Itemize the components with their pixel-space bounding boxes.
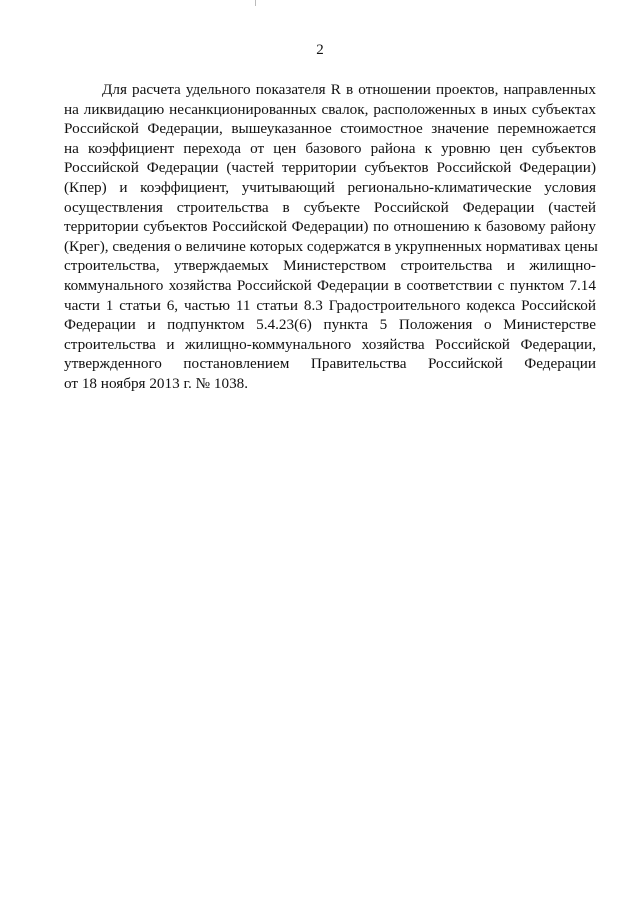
paragraph-line: Российской Федерации (частей территории субъектов Российской Федерации)	[64, 159, 596, 177]
paragraph-line: части 1 статьи 6, частью 11 статьи 8.3 Градостроительного кодекса Российской	[64, 296, 596, 314]
paragraph-line: от 18 ноября 2013 г. № 1038.	[64, 374, 249, 392]
paragraph-line: Для расчета удельного показателя R в отношении проектов, направленных	[102, 81, 596, 98]
paragraph-line: утвержденного постановлением Правительства Российской Федерации	[64, 355, 596, 373]
paragraph-line: на коэффициент перехода от цен базового района к уровню цен субъектов	[64, 139, 596, 157]
body-paragraph	[64, 80, 596, 394]
paragraph-line: Российской Федерации, вышеуказанное стоимостное значение перемножается	[64, 120, 596, 138]
paragraph-line: (Кпер) и коэффициент, учитывающий регионально-климатические условия	[64, 178, 596, 196]
paragraph-line: (Крег), сведения о величине которых содержатся в укрупненных нормативах цены	[64, 237, 598, 255]
paragraph-line: территории субъектов Российской Федерации) по отношению к базовому району	[64, 218, 596, 236]
paragraph-line: строительства и жилищно-коммунального хозяйства Российской Федерации,	[64, 335, 596, 353]
paragraph-line: на ликвидацию несанкционированных свалок, расположенных в иных субъектах	[64, 100, 596, 118]
paragraph-line: Федерации и подпунктом 5.4.23(6) пункта 5 Положения о Министерстве	[64, 316, 596, 334]
scan-artifact-mark	[255, 0, 256, 6]
paragraph-line: осуществления строительства в субъекте Российской Федерации (частей	[64, 198, 596, 216]
page-number: 2	[316, 42, 324, 58]
paragraph-line: коммунального хозяйства Российской Федерации в соответствии с пунктом 7.14	[64, 276, 596, 294]
paragraph-line: строительства, утверждаемых Министерством строительства и жилищно-	[64, 257, 596, 275]
